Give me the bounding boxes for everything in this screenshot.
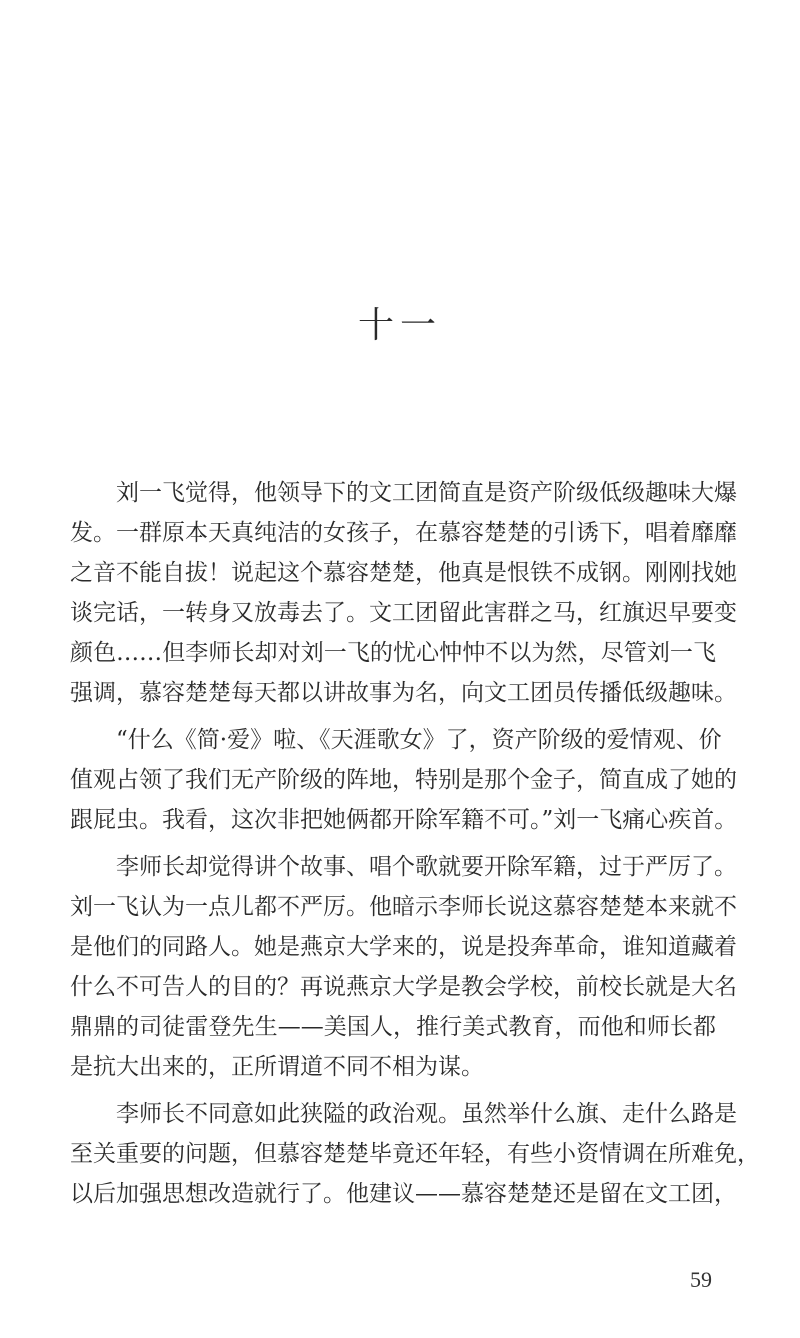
text-line: 发。一群原本天真纯洁的女孩子，在慕容楚楚的引诱下，唱着靡靡 (70, 520, 737, 546)
text-line: 鼎鼎的司徒雷登先生——美国人，推行美式教育，而他和师长都 (70, 1014, 716, 1040)
text-line: 颜色……但李师长却对刘一飞的忧心忡忡不以为然，尽管刘一飞 (70, 640, 716, 666)
text-line: 谈完话，一转身又放毒去了。文工团留此害群之马，红旗迟早要变 (70, 600, 737, 626)
text-line: 至关重要的问题，但慕容楚楚毕竟还年轻，有些小资情调在所难免， (70, 1141, 760, 1167)
text-line: 是他们的同路人。她是燕京大学来的，说是投奔革命，谁知道藏着 (70, 934, 737, 960)
paragraph-3 (70, 847, 737, 1087)
text-line: 是抗大出来的，正所谓道不同不相为谋。 (70, 1054, 484, 1080)
text-line: “什么《简·爱》啦、《天涯歌女》了，资产阶级的爱情观、价 (70, 727, 722, 753)
text-line: 以后加强思想改造就行了。他建议——慕容楚楚还是留在文工团， (70, 1181, 737, 1207)
paragraph-2 (70, 720, 738, 840)
text-line: 强调，慕容楚楚每天都以讲故事为名，向文工团员传播低级趣味。 (70, 680, 737, 706)
paragraph-4 (70, 1094, 760, 1214)
text-line: 刘一飞觉得，他领导下的文工团简直是资产阶级低级趣味大爆 (70, 480, 737, 506)
text-line: 李师长不同意如此狭隘的政治观。虽然举什么旗、走什么路是 (70, 1101, 737, 1127)
text-line: 李师长却觉得讲个故事、唱个歌就要开除军籍，过于严厉了。 (70, 854, 737, 880)
body-text (70, 473, 760, 1214)
text-line: 值观占领了我们无产阶级的阵地，特别是那个金子，简直成了她的 (70, 767, 737, 793)
text-line: 刘一飞认为一点儿都不严厉。他暗示李师长说这慕容楚楚本来就不 (70, 894, 737, 920)
page-number: 59 (690, 1267, 712, 1292)
chapter-heading: 十一 (357, 305, 442, 346)
text-line: 跟屁虫。我看，这次非把她俩都开除军籍不可。”刘一飞痛心疾首。 (70, 807, 738, 833)
paragraph-1 (70, 473, 737, 713)
text-line: 什么不可告人的目的？再说燕京大学是教会学校，前校长就是大名 (70, 974, 737, 1000)
text-line: 之音不能自拔！说起这个慕容楚楚，他真是恨铁不成钢。刚刚找她 (70, 560, 737, 586)
